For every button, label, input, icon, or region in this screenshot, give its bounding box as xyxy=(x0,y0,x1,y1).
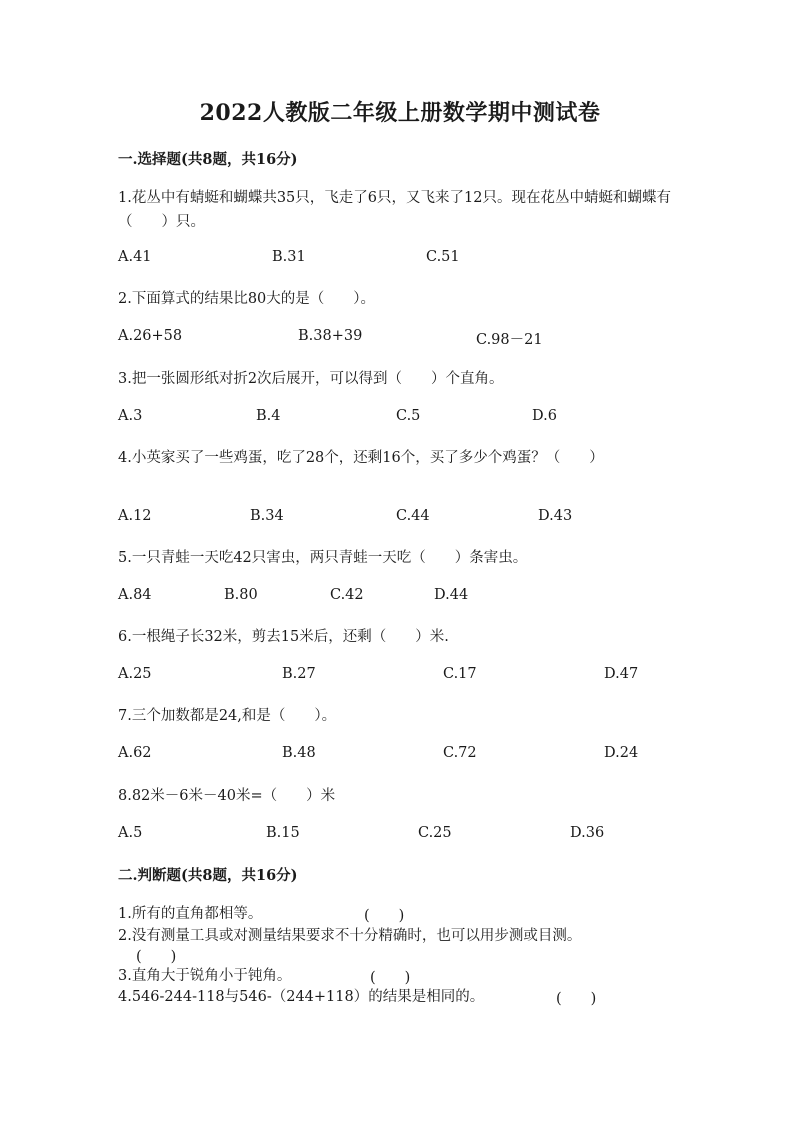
question-3: 3.把一张圆形纸对折2次后展开，可以得到（ ）个直角。 xyxy=(118,371,504,387)
section-heading-judgment: 二.判断题(共8题，共16分) xyxy=(118,867,298,884)
question-4: 4.小英家买了一些鸡蛋，吃了28个，还剩16个，买了多少个鸡蛋？（ ） xyxy=(118,450,604,466)
question-6: 6.一根绳子长32米，剪去15米后，还剩（ ）米. xyxy=(118,629,449,645)
option: C.98－21 xyxy=(476,332,543,348)
judgment-item-3: 3.直角大于锐角小于钝角。 xyxy=(118,968,292,984)
option: B.48 xyxy=(282,745,316,761)
option: D.47 xyxy=(604,666,639,682)
question-2: 2.下面算式的结果比80大的是（ ）。 xyxy=(118,291,376,307)
option: A.41 xyxy=(118,249,152,265)
question-4-options xyxy=(0,508,800,530)
option: C.25 xyxy=(418,825,452,841)
option: A.3 xyxy=(118,408,143,424)
option: A.5 xyxy=(118,825,143,841)
answer-parentheses: ( ) xyxy=(136,949,177,965)
question-1: 1.花丛中有蜻蜓和蝴蝶共35只，飞走了6只，又飞来了12只。现在花丛中蜻蜓和蝴蝶有（ ）只。 xyxy=(118,190,671,230)
answer-parentheses: ( ) xyxy=(364,908,405,924)
question-7-options xyxy=(0,745,800,767)
option: A.84 xyxy=(118,587,152,603)
option: D.6 xyxy=(532,408,557,424)
option: C.17 xyxy=(443,666,477,682)
question-6-options xyxy=(0,666,800,688)
judgment-item-4: 4.546-244-118与546-（244+118）的结果是相同的。 xyxy=(118,989,485,1005)
option: D.43 xyxy=(538,508,573,524)
question-1-options xyxy=(0,249,800,271)
option: B.15 xyxy=(266,825,300,841)
question-7: 7.三个加数都是24,和是（ ）。 xyxy=(118,708,337,724)
question-3-options xyxy=(0,408,800,430)
option: A.26+58 xyxy=(118,328,183,344)
question-5: 5.一只青蛙一天吃42只害虫，两只青蛙一天吃（ ）条害虫。 xyxy=(118,550,528,566)
option: B.31 xyxy=(272,249,306,265)
option: D.44 xyxy=(434,587,469,603)
judgment-item-2: 2.没有测量工具或对测量结果要求不十分精确时，也可以用步测或目测。 xyxy=(118,928,582,944)
option: B.80 xyxy=(224,587,258,603)
option: A.62 xyxy=(118,745,152,761)
option: A.12 xyxy=(118,508,152,524)
answer-parentheses: ( ) xyxy=(556,991,597,1007)
option: A.25 xyxy=(118,666,152,682)
option: B.27 xyxy=(282,666,316,682)
question-5-options xyxy=(0,587,800,609)
question-8-options xyxy=(0,825,800,847)
answer-parentheses: ( ) xyxy=(370,970,411,986)
question-8: 8.82米－6米－40米=（ ）米 xyxy=(118,788,336,804)
option: D.24 xyxy=(604,745,639,761)
option: B.34 xyxy=(250,508,284,524)
option: B.38+39 xyxy=(298,328,363,344)
judgment-item-1: 1.所有的直角都相等。 xyxy=(118,906,263,922)
option: C.5 xyxy=(396,408,421,424)
section-heading-choice: 一.选择题(共8题，共16分) xyxy=(118,151,298,168)
option: C.51 xyxy=(426,249,460,265)
page-title: 2022人教版二年级上册数学期中测试卷 xyxy=(199,100,601,126)
question-2-options xyxy=(0,328,800,350)
option: B.4 xyxy=(256,408,281,424)
option: C.72 xyxy=(443,745,477,761)
option: C.42 xyxy=(330,587,364,603)
option: C.44 xyxy=(396,508,430,524)
option: D.36 xyxy=(570,825,605,841)
